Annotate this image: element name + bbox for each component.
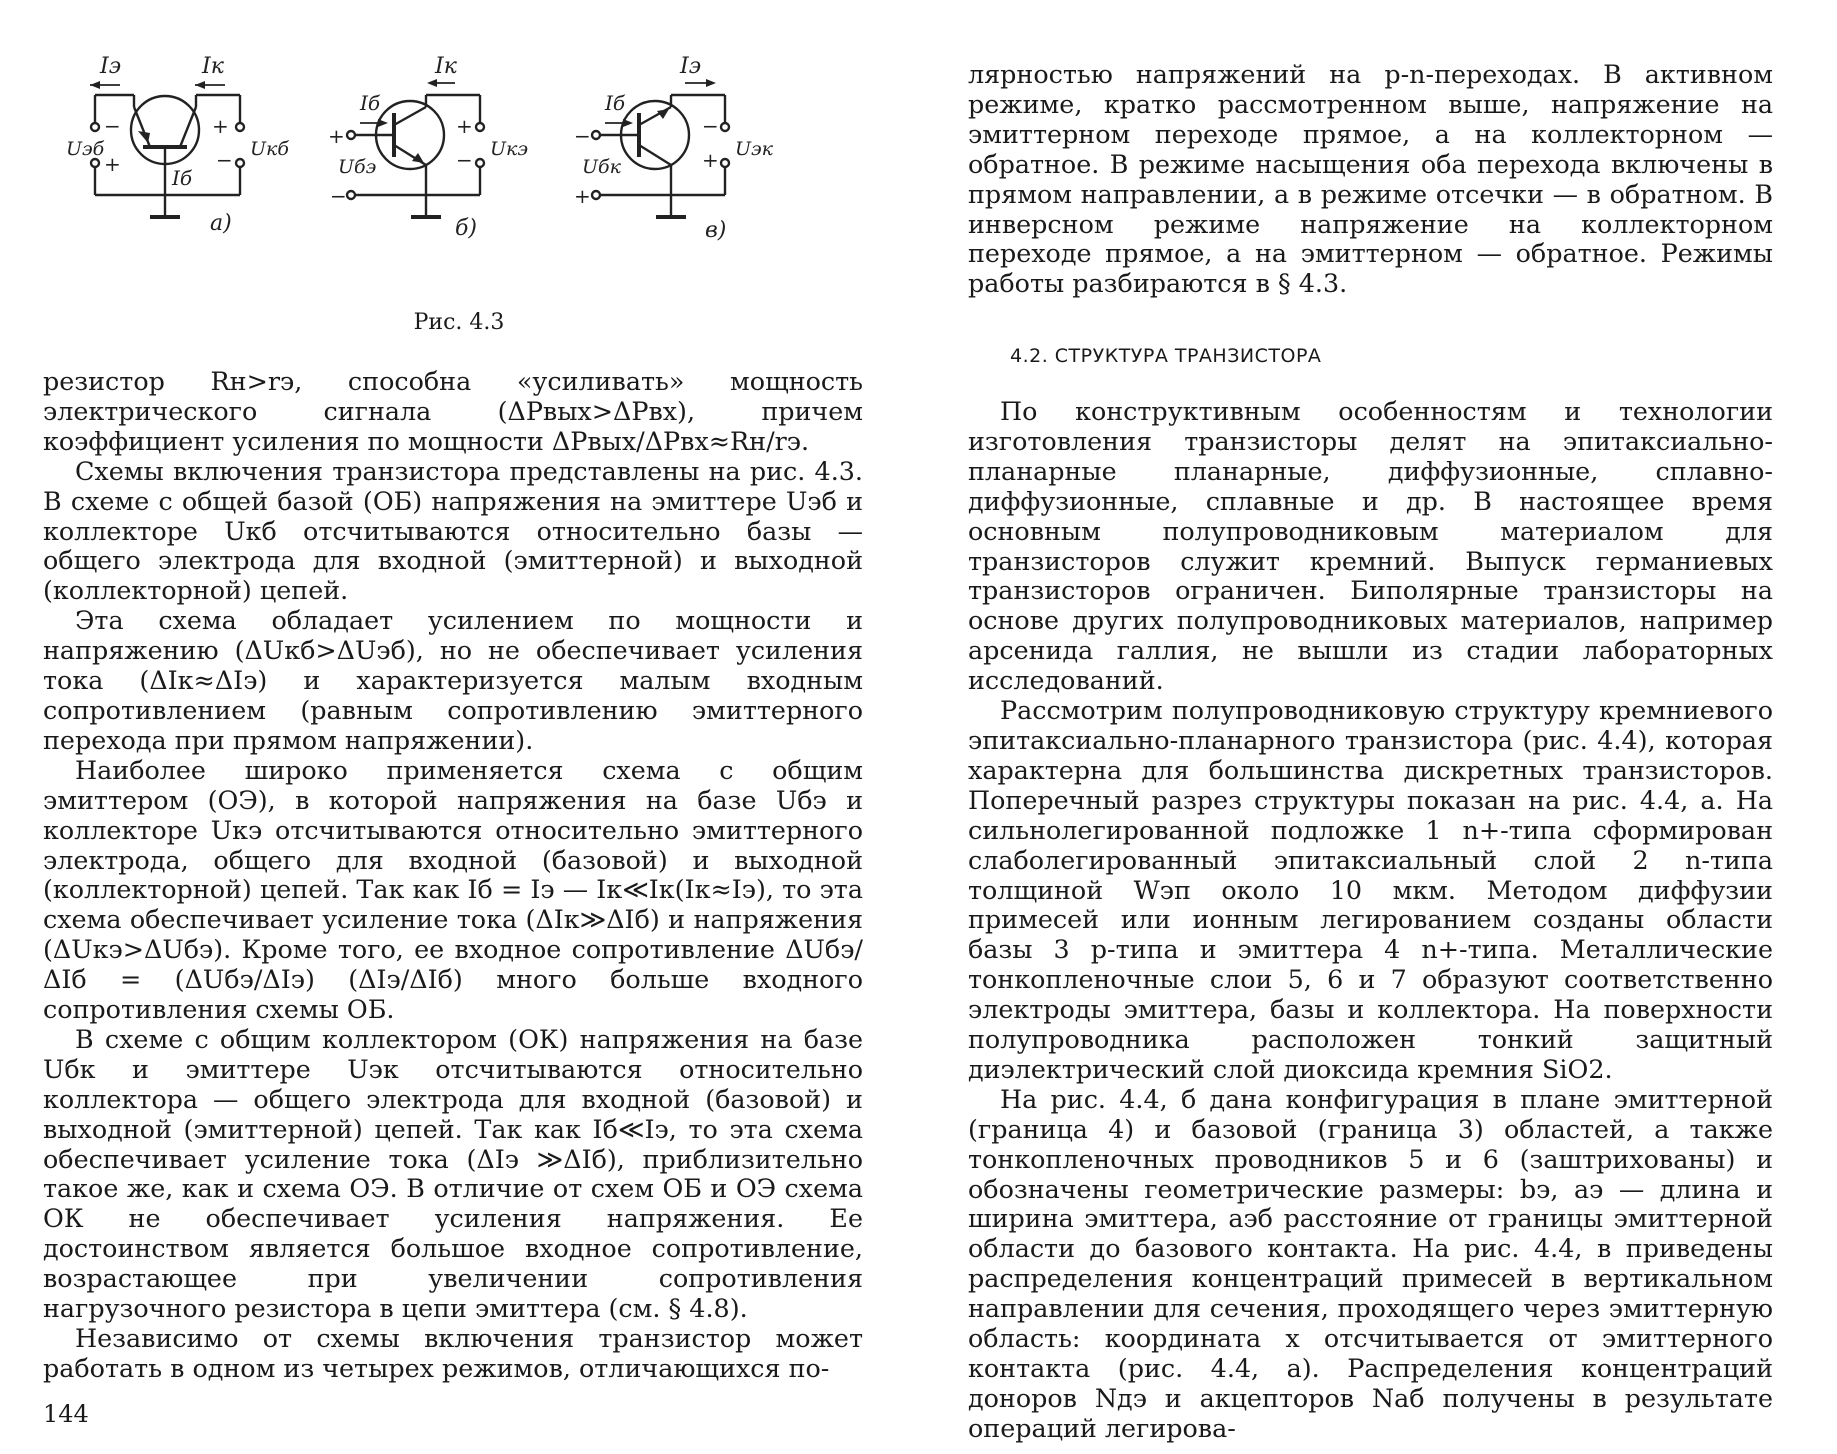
right-page-body [968,397,1773,1444]
circuit-a-letter: а) [210,211,232,236]
sign-b-3: − [330,184,347,208]
label-c-ubk: Uбк [582,156,621,178]
circuit-b-letter: б) [455,216,478,241]
right-page [918,0,1837,1454]
left-page [0,0,918,1454]
sign-c-1: − [574,124,591,148]
paragraph: Независимо от схемы включения транзистор может работать в одном из четырех режимов, отличающихся по- [43,1323,863,1383]
paragraph: На рис. 4.4, б дана конфигурация в плане эмиттерной (граница 4) и базовой (граница 3) областей, а также тонкопленочных проводников 5 и 6 (заштрихованы) и обозначены геометрические размеры: bэ, aэ — длина и ширина эмиттера, aэб расстояние от границы эмиттерной области до базового контакта. На рис. 4.4, в приведены распределения концентраций примесей в вертикальном направлении для сечения, проходящего через эмиттерную область: координата x отсчитывается от эмиттерного контакта (рис. 4.4, а). Распределения концентраций доноров Nдэ и акцепторов Nаб получены в результате операций легирова- [968,1083,1773,1443]
sign-a-2: + [212,114,229,138]
label-c-ib: Iб [605,91,626,115]
figure-caption: Рис. 4.3 [413,310,505,335]
label-b-ube: Uбэ [338,156,377,178]
paragraph: По конструктивным особенностям и технологии изготовления транзисторы делят на эпитаксиально-планарные планарные, диффузионные, сплавно-диффузионные, сплавные и др. В настоящее время основным полупроводниковым материалом для транзисторов служит кремний. Выпуск германиевых транзисторов ограничен. Биполярные транзисторы на основе других полупроводниковых материалов, например арсенида галлия, не вышли из стадии лабораторных исследований. [968,396,1773,696]
label-c-uek: Uэк [735,138,773,160]
sign-b-1: + [328,124,345,148]
label-c-ie: Iэ [680,54,702,79]
sign-a-3: + [104,152,121,176]
right-page-top-text [968,60,1773,299]
sign-b-4: − [456,148,473,172]
paragraph: Наиболее широко применяется схема с общим эмиттером (ОЭ), в которой напряжения на базе Uбэ и коллекторе Uкэ отсчитываются относительно эмиттерного электрода, общего для входной (базовой) и выходной (коллекторной) цепей. Так как Iб = Iэ — Iк≪Iк(Iк≈Iэ), то эта схема обеспечивает усиление тока (ΔIк≫ΔIб) и напряжения (ΔUкэ>ΔUбэ). Кроме того, ее входное сопротивление ΔUбэ/ΔIб = (ΔUбэ/ΔIэ) (ΔIэ/ΔIб) много больше входного сопротивления схемы ОБ. [43,754,863,1025]
figure-4-3 [66,54,870,305]
sign-a-1: − [104,114,121,138]
label-b-uke: Uкэ [490,138,528,160]
label-a-ie: Iэ [100,54,122,79]
label-a-ueb: Uэб [66,138,105,160]
label-b-ik: Iк [435,54,457,79]
label-b-ib: Iб [360,91,381,115]
paragraph: резистор Rн>rэ, способна «усиливать» мощность электрического сигнала (ΔPвых>ΔPвх), причем коэффициент усиления по мощности ΔPвых/ΔPвх≈Rн/rэ. [43,366,863,456]
paragraph: В схеме с общим коллектором (ОК) напряжения на базе Uбк и эмиттере Uэк отсчитываются относительно коллектора — общего электрода для входной (базовой) и выходной (эмиттерной) цепей. Так как Iб≪Iэ, то эта схема обеспечивает усиление тока (ΔIэ ≫ΔIб), приблизительно такое же, как и схема ОЭ. В отличие от схем ОБ и ОЭ схема ОК не обеспечивает усиления напряжения. Ее достоинством является большое входное сопротивление, возрастающее при увеличении сопротивления нагрузочного резистора в цепи эмиттера (см. § 4.8). [43,1023,863,1324]
paragraph: Рассмотрим полупроводниковую структуру кремниевого эпитаксиально-планарного транзистора (рис. 4.4), которая характерна для большинства дискретных транзисторов. Поперечный разрез структуры показан на рис. 4.4, а. На сильнолегированной подложке 1 n+-типа сформирован слаболегированный эпитаксиальный слой 2 n-типа толщиной Wэп около 10 мкм. Методом диффузии примесей или ионным легированием созданы области базы 3 p-типа и эмиттера 4 n+-типа. Металлические тонкопленочные слои 5, 6 и 7 образуют соответственно электроды эмиттера, базы и коллектора. На поверхности полупроводника расположен тонкий защитный диэлектрический слой диоксида кремния SiO2. [968,695,1773,1084]
circuit-c-letter: в) [705,218,727,243]
sign-c-3: + [574,184,591,208]
left-page-body [43,367,863,1384]
paragraph: Эта схема обладает усилением по мощности и напряжению (ΔUкб>ΔUэб), но не обеспечивает усиления тока (ΔIк≈ΔIэ) и характеризуется малым входным сопротивлением (равным сопротивлению эмиттерного перехода при прямом напряжении). [43,605,863,755]
paragraph: Схемы включения транзистора представлены на рис. 4.3. В схеме с общей базой (ОБ) напряжения на эмиттере Uэб и коллекторе Uкб отсчитываются относительно базы — общего электрода для входной (эмиттерной) и выходной (коллекторной) цепей. [43,455,863,606]
sign-c-4: + [702,148,719,172]
label-a-ib: Iб [172,166,193,190]
paragraph: лярностью напряжений на p-n-переходах. В активном режиме, кратко рассмотренном выше, напряжение на эмиттерном переходе прямое, а на коллекторном — обратное. В режиме насыщения оба перехода включены в прямом направлении, а в режиме отсечки — в обратном. В инверсном режиме напряжение на коллекторном переходе прямое, а на эмиттерном — обратное. Режимы работы разбираются в § 4.3. [968,59,1773,299]
label-a-ik: Iк [202,54,224,79]
sign-b-2: + [456,114,473,138]
transistor-circuits-diagram [66,54,870,305]
label-a-ukb: Uкб [250,138,289,160]
page-number: 144 [43,1400,89,1428]
sign-c-2: − [702,114,719,138]
sign-a-4: − [216,148,233,172]
section-heading: 4.2. СТРУКТУРА ТРАНЗИСТОРА [1010,345,1322,367]
